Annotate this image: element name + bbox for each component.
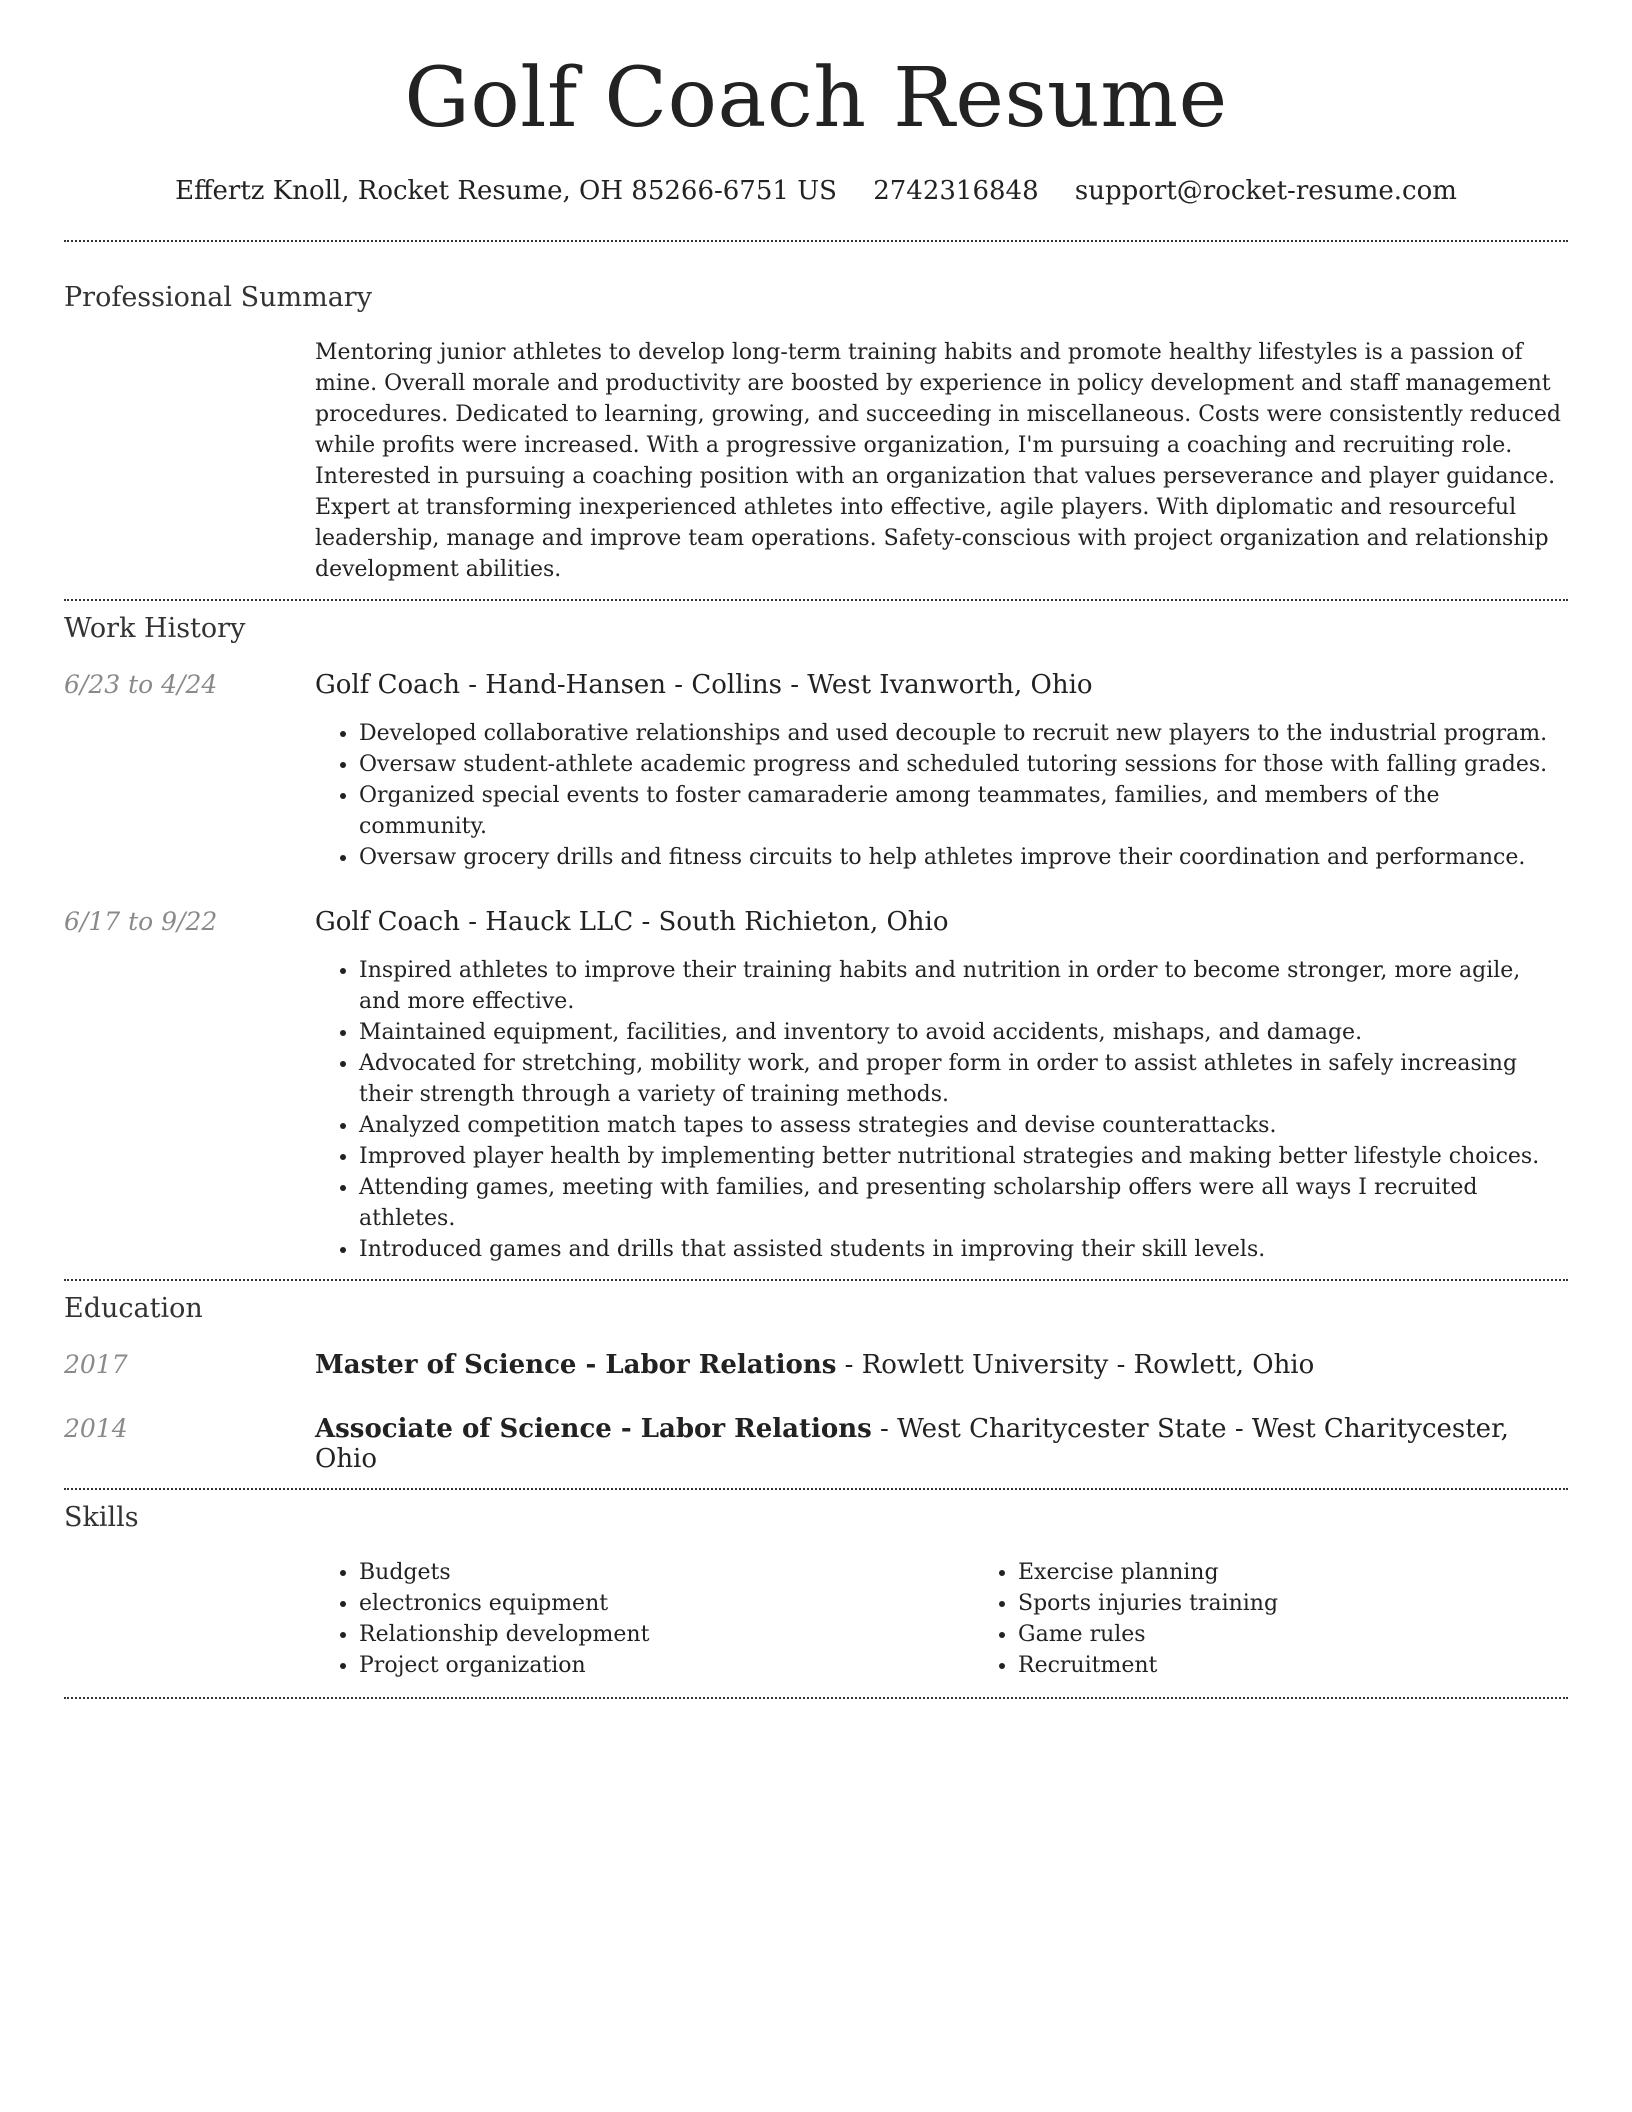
skill-item: • electronics equipment [359,1588,974,1619]
contact-address: Effertz Knoll, Rocket Resume, OH 85266-6751 US [175,176,837,207]
skill-item: • Exercise planning [1018,1557,1632,1588]
section-divider [64,1697,1568,1699]
contact-phone: 2742316848 [873,176,1039,207]
education-year: 2017 [64,1350,128,1380]
list-item: • Analyzed competition match tapes to assess strategies and devise counterattacks. [359,1110,1568,1141]
job-bullets [315,718,1568,873]
list-item: • Maintained equipment, facilities, and inventory to avoid accidents, mishaps, and damage. [359,1017,1568,1048]
summary-heading: Professional Summary [64,282,372,314]
job-dates: 6/17 to 9/22 [64,907,218,937]
skills-section [64,1490,1568,1681]
skill-item: • Recruitment [1018,1650,1632,1681]
list-item: • Oversaw student-athlete academic progress and scheduled tutoring sessions for those with falling grades. [359,749,1568,780]
list-item: • Inspired athletes to improve their training habits and nutrition in order to become stronger, more agile, and more effective. [359,955,1568,1017]
summary-text: Mentoring junior athletes to develop long-term training habits and promote healthy lifestyles is a passion of mine. Overall morale and productivity are boosted by experience in policy development and staff management procedures. Dedicated to learning, growing, and succeeding in miscellaneous. Costs were consistently reduced while profits were increased. With a progressive organization, I'm pursuing a coaching and recruiting role. Interested in pursuing a coaching position with an organization that values perseverance and player guidance. Expert at transforming inexperienced athletes into effective, agile players. With diplomatic and resourceful leadership, manage and improve team operations. Safety-conscious with project organization and relationship development abilities. [315,340,1561,583]
job-entry [64,907,1568,1265]
list-item: • Oversaw grocery drills and fitness circuits to help athletes improve their coordination and performance. [359,842,1568,873]
school-info: - Rowlett University - Rowlett, Ohio [836,1350,1315,1381]
education-title [315,1350,1568,1380]
list-item: • Advocated for stretching, mobility work, and proper form in order to assist athletes in safely increasing their strength through a variety of training methods. [359,1048,1568,1110]
skill-item: • Project organization [359,1650,974,1681]
degree-name: Master of Science - Labor Relations [315,1350,837,1381]
job-entry [64,670,1568,873]
education-heading: Education [64,1293,203,1325]
education-title [315,1414,1568,1474]
list-item: • Improved player health by implementing better nutritional strategies and making better lifestyle choices. [359,1141,1568,1172]
skill-item: • Budgets [359,1557,974,1588]
list-item: • Introduced games and drills that assisted students in improving their skill levels. [359,1234,1568,1265]
education-year: 2014 [64,1414,128,1444]
list-item: • Developed collaborative relationships and used decouple to recruit new players to the industrial program. [359,718,1568,749]
school-info: - West Charitycester State - West Charitycester, Ohio [315,1414,1509,1475]
page-title: Golf Coach Resume [404,51,1228,146]
degree-name: Associate of Science - Labor Relations [315,1414,872,1445]
skills-heading: Skills [64,1502,139,1534]
list-item: • Organized special events to foster camaraderie among teammates, families, and members of the community. [359,780,1568,842]
skill-item: • Game rules [1018,1619,1632,1650]
skill-item: • Relationship development [359,1619,974,1650]
job-dates: 6/23 to 4/24 [64,670,218,700]
list-item: • Attending games, meeting with families, and presenting scholarship offers were all ways I recruited athletes. [359,1172,1568,1234]
work-history-heading: Work History [64,613,246,645]
contact-email: support@rocket-resume.com [1074,176,1457,207]
summary-section [64,242,1568,585]
skills-list-left [315,1557,974,1681]
job-title: Golf Coach - Hauck LLC - South Richieton, Ohio [315,907,949,938]
education-section [64,1281,1568,1474]
job-bullets [315,955,1568,1265]
work-history-section [64,601,1568,1265]
skill-item: • Sports injuries training [1018,1588,1632,1619]
contact-line [64,176,1568,206]
education-entry [64,1414,1568,1474]
skills-grid [315,1557,1632,1681]
education-entry [64,1350,1568,1380]
skills-list-right [974,1557,1632,1681]
job-title: Golf Coach - Hand-Hansen - Collins - West Ivanworth, Ohio [315,670,1093,701]
